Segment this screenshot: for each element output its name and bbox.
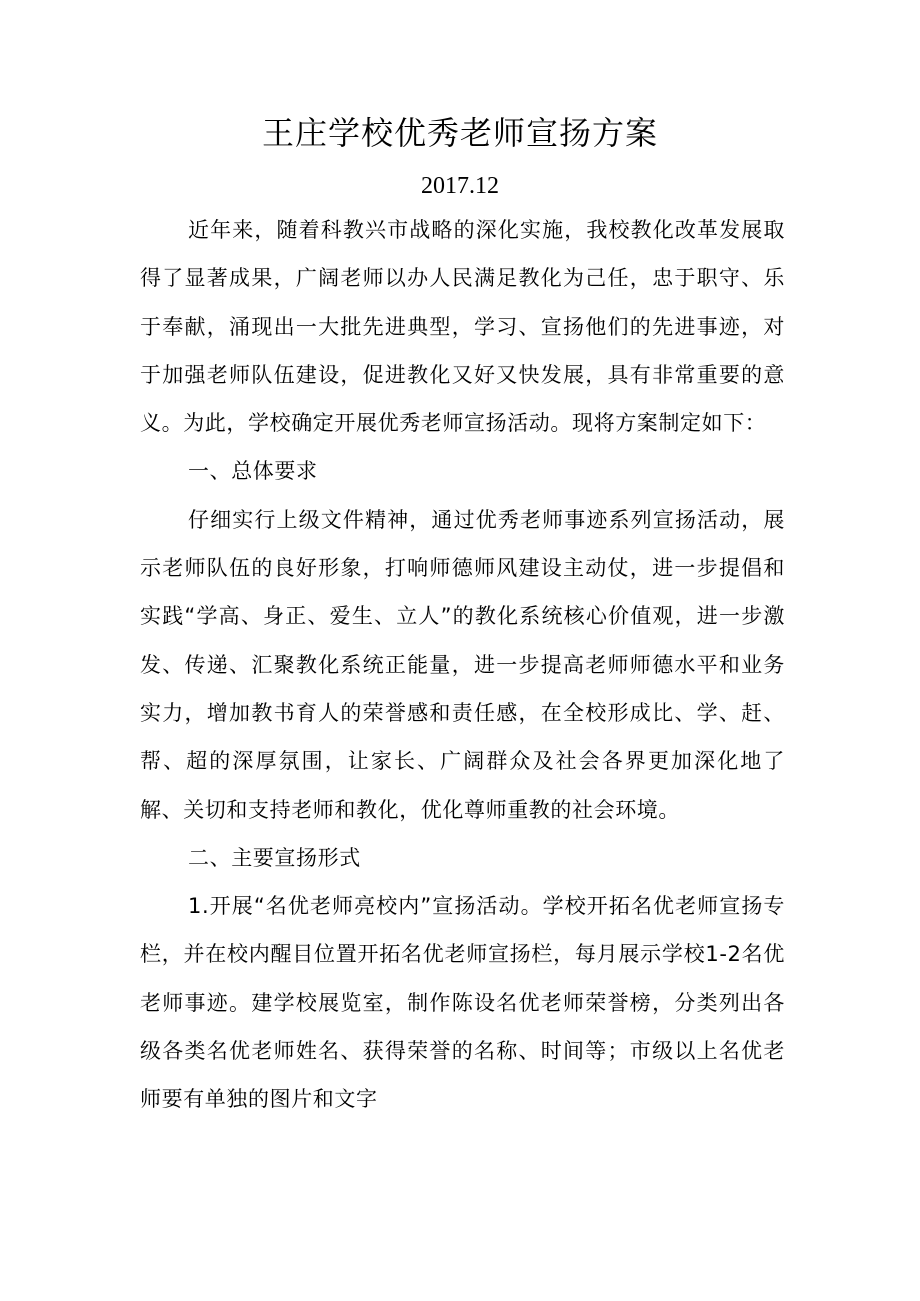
document-body — [140, 206, 785, 1124]
document-title: 王庄学校优秀老师宣扬方案 — [261, 114, 658, 152]
paragraph-intro: 近年来，随着科教兴市战略的深化实施，我校教化改革发展取得了显著成果，广阔老师以办人民满足教化为己任，忠于职守、乐于奉献，涌现出一大批先进典型，学习、宣扬他们的先进事迹，对于加强老师队伍建设，促进教化又好又快发展，具有非常重要的意义。为此，学校确定开展优秀老师宣扬活动。现将方案制定如下： — [140, 218, 785, 436]
paragraph-main-forms-item-1: 1.开展“名优老师亮校内”宣扬活动。学校开拓名优老师宣扬专栏，并在校内醒目位置开拓名优老师宣扬栏，每月展示学校1-2名优老师事迹。建学校展览室，制作陈设名优老师荣誉榜，分类列出各级各类名优老师姓名、获得荣誉的名称、时间等；市级以上名优老师要有单独的图片和文字 — [140, 894, 785, 1112]
section-heading-general-requirements: 一、总体要求 — [188, 459, 318, 484]
document-date: 2017.12 — [421, 173, 499, 199]
section-heading-main-forms: 二、主要宣扬形式 — [188, 845, 361, 870]
paragraph-general-requirements: 仔细实行上级文件精神，通过优秀老师事迹系列宣扬活动，展示老师队伍的良好形象，打响师德师风建设主动仗，进一步提倡和实践“学高、身正、爱生、立人”的教化系统核心价值观，进一步激发、传递、汇聚教化系统正能量，进一步提高老师师德水平和业务实力，增加教书育人的荣誉感和责任感，在全校形成比、学、赶、帮、超的深厚氛围，让家长、广阔群众及社会各界更加深化地了解、关切和支持老师和教化，优化尊师重教的社会环境。 — [140, 507, 785, 822]
